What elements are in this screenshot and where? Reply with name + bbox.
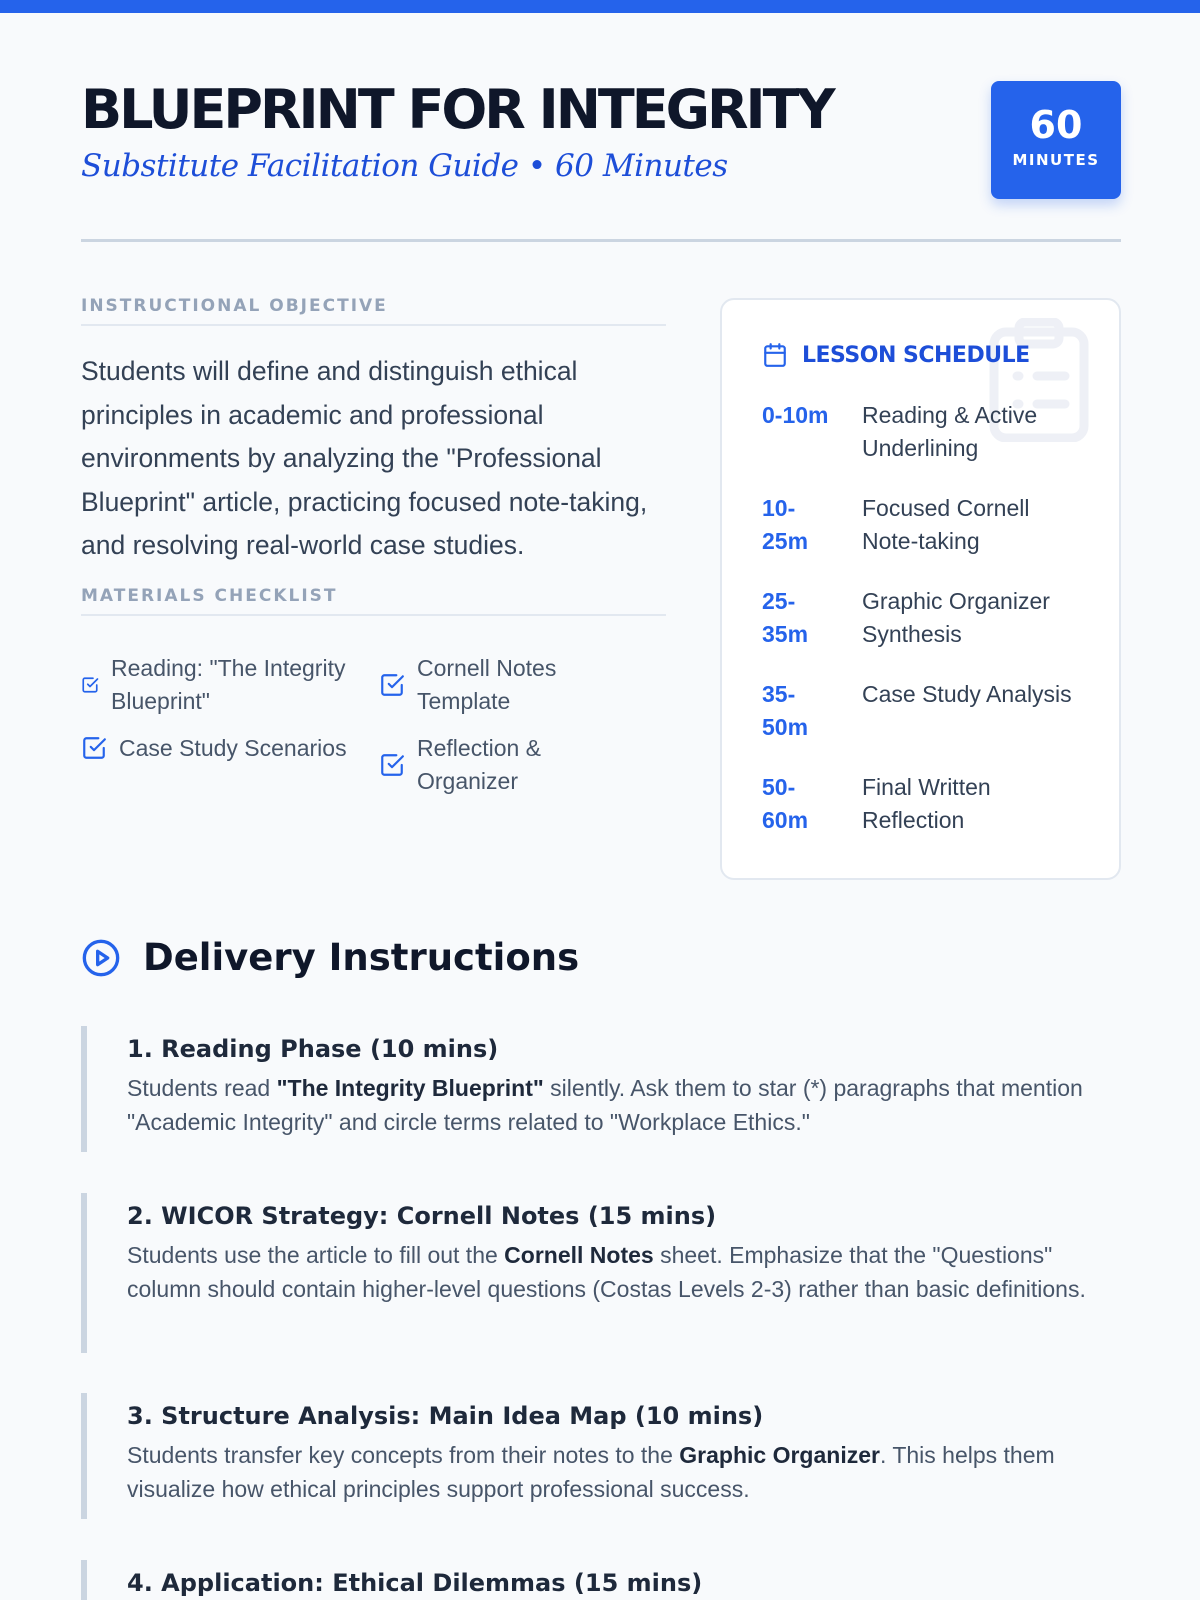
schedule-row [762, 399, 1092, 465]
delivery-step [81, 1393, 1121, 1519]
material-label: Reflection & Organizer [417, 734, 542, 794]
delivery-step [81, 1193, 1121, 1353]
checkbox-checked-icon [81, 676, 99, 694]
schedule-row [762, 678, 1092, 744]
delivery-heading [81, 936, 579, 979]
checkbox-checked-icon [379, 672, 405, 698]
left-column [81, 296, 666, 796]
schedule-time: 10-25m [762, 495, 809, 554]
schedule-activity: Final Written Reflection [862, 774, 991, 833]
schedule-row [762, 585, 1092, 651]
checkbox-checked-icon [81, 735, 107, 761]
step-title: 2. WICOR Strategy: Cornell Notes (15 mins) [127, 1202, 717, 1230]
step-title: 3. Structure Analysis: Main Idea Map (10 mins) [127, 1402, 764, 1430]
material-item[interactable] [81, 652, 361, 718]
duration-badge [991, 81, 1121, 199]
material-item[interactable] [81, 732, 379, 765]
play-circle-icon [81, 938, 121, 978]
materials-checklist [81, 626, 666, 796]
schedule-time: 35-50m [762, 681, 809, 740]
material-label: Reading: "The Integrity Blueprint" [111, 654, 346, 714]
checkbox-checked-icon [379, 752, 405, 778]
material-item[interactable] [379, 652, 589, 718]
calendar-icon [762, 342, 788, 368]
schedule-activity: Reading & Active Underlining [862, 402, 1038, 461]
step-body: Students transfer key concepts from their notes to the Graphic Organizer. This helps them visualize how ethical principles support professional success. [127, 1442, 1055, 1502]
schedule-time: 0-10m [762, 402, 829, 428]
lesson-schedule-card [720, 298, 1121, 880]
material-label: Case Study Scenarios [119, 734, 347, 761]
duration-unit: MINUTES [1012, 151, 1100, 169]
schedule-row [762, 771, 1092, 837]
schedule-time: 50-60m [762, 774, 809, 833]
schedule-activity: Case Study Analysis [862, 681, 1072, 707]
schedule-row [762, 492, 1092, 558]
material-label: Cornell Notes Template [417, 654, 557, 714]
page-header [81, 80, 1121, 242]
top-accent-bar [0, 0, 1200, 13]
step-body: Students read "The Integrity Blueprint" silently. Ask them to star (*) paragraphs that mention "Academic Integrity" and circle terms related to "Workplace Ethics." [127, 1075, 1083, 1135]
page-subtitle: Substitute Facilitation Guide • 60 Minutes [81, 148, 728, 184]
page-title: BLUEPRINT FOR INTEGRITY [81, 78, 833, 141]
schedule-title [762, 342, 1030, 368]
delivery-title: Delivery Instructions [143, 936, 580, 979]
schedule-title-text: LESSON SCHEDULE [802, 342, 1030, 368]
schedule-time: 25-35m [762, 588, 809, 647]
step-title: 4. Application: Ethical Dilemmas (15 mins) [127, 1569, 703, 1597]
delivery-step [81, 1560, 1121, 1600]
delivery-step [81, 1026, 1121, 1152]
objective-label: INSTRUCTIONAL OBJECTIVE [81, 296, 666, 326]
materials-label: MATERIALS CHECKLIST [81, 586, 666, 616]
material-item[interactable] [379, 732, 589, 798]
schedule-activity: Graphic Organizer Synthesis [862, 588, 1050, 647]
step-body: Students use the article to fill out the Cornell Notes sheet. Emphasize that the "Questions" column should contain higher-level questions (Costas Levels 2-3) rather than basic definitions. [127, 1242, 1086, 1302]
objective-text: Students will define and distinguish ethical principles in academic and professional environments by analyzing the "Professional Blueprint" article, practicing focused note-taking, and resolving real-world case studies. [81, 356, 648, 560]
step-title: 1. Reading Phase (10 mins) [127, 1035, 499, 1063]
duration-number: 60 [1029, 103, 1083, 147]
schedule-activity: Focused Cornell Note-taking [862, 495, 1030, 554]
